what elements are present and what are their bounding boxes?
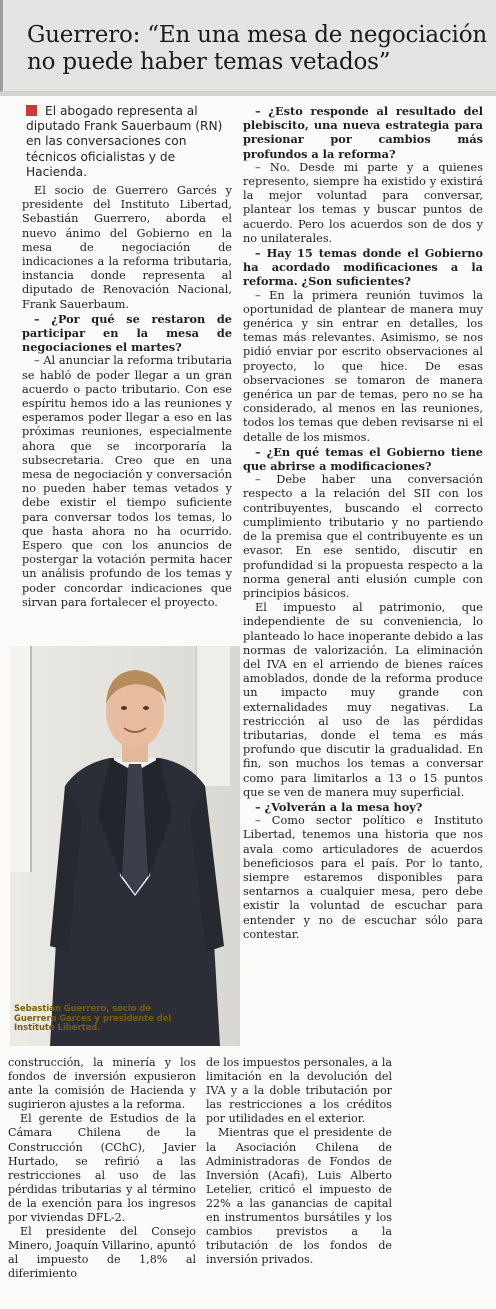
header-divider xyxy=(0,92,496,96)
paragraph: construcción, la minería y los fondos de inversión expusieron ante la comisión de Hacienda y sugirieron ajustes a la reforma. xyxy=(8,1056,196,1112)
paragraph: – No. Desde mi parte y a quienes represento, siempre ha existido y existirá la mejor voluntad para conversar, plantear los temas y buscar puntos de acuerdo. Pero los acuerdos son de dos y no unilaterales. xyxy=(243,160,483,245)
lead-text: El abogado representa al diputado Frank Sauerbaum (RN) en las conversaciones con técnicos oficialistas y de Hacienda. xyxy=(26,104,223,179)
headline-banner xyxy=(0,0,496,92)
paragraph: El gerente de Estudios de la Cámara Chilena de la Construcción (CChC), Javier Hurtado, se refirió a las restricciones al uso de las pérdidas tributarias y al término de la exención para los ingresos por viviendas DFL-2. xyxy=(8,1112,196,1225)
column-bottom-left xyxy=(8,1056,196,1282)
article-lead xyxy=(26,104,232,180)
paragraph: – Al anunciar la reforma tributaria se habló de poder llegar a un gran acuerdo o pacto tributario. Con ese espíritu hemos ido a las reuniones y esperamos poder llegar a eso en las próximas reuniones, especialmente ahora que se incorporaría la subsecretaria. Creo que en una mesa de negociación y conversación no pueden haber temas vetados y debe existir el tiempo suficiente para conversar todos los temas, lo que hasta ahora no ha ocurrido. Espero que con los anuncios de postergar la votación permita hacer un análisis profundo de los temas y poder concordar indicaciones que sirvan para fortalecer el proyecto. xyxy=(22,354,232,609)
interview-question: – Hay 15 temas donde el Gobierno ha acordado modificaciones a la reforma. ¿Son suficientes? xyxy=(243,246,483,289)
paragraph: – Debe haber una conversación respecto a la relación del SII con los contribuyentes, buscando el correcto cumplimiento tributario y no partiendo de la premisa que el contribuyente es un evasor. En ese sentido, discutir en profundidad si la propuesta respecto a la norma general anti elusión cumple con principios básicos. xyxy=(243,473,483,600)
paragraph: El presidente del Consejo Minero, Joaquín Villarino, apuntó al impuesto de 1,8% al diferimiento xyxy=(8,1225,196,1281)
paragraph: El impuesto al patrimonio, que independiente de su conveniencia, lo planteado lo hace inoperante debido a las normas de valorización. La eliminación del IVA en el arriendo de bienes raíces amoblados, donde de la reforma produce un impacto muy grande con externalidades muy negativas. La restricción al uso de las pérdidas tributarias, donde el tema es más profundo que discutir la gradualidad. En fin, son muchos los temas a conversar como para limitarlos a 13 o 15 puntos que se ven de manera muy superficial. xyxy=(243,601,483,799)
paragraph: – Como sector político e Instituto Libertad, tenemos una historia que nos avala como articuladores de acuerdos beneficiosos para el país. Por lo tanto, siempre estaremos disponibles para sentarnos a cualquier mesa, pero debe existir la voluntad de escuchar para entender y no de escuchar sólo para contestar. xyxy=(243,814,483,941)
photo-caption: Sebastián Guerrero, socio de Guerrero Garces y presidente del Instituto Libertad. xyxy=(14,1003,172,1033)
interview-question: – ¿Por qué se restaron de participar en la mesa de negociaciones el martes? xyxy=(22,311,232,355)
interview-question: – ¿Volverán a la mesa hoy? xyxy=(255,799,423,814)
red-square-bullet-icon xyxy=(26,105,37,116)
portrait-photo xyxy=(10,646,240,1046)
interview-question: – ¿Esto responde al resultado del plebiscito, una nueva estrategia para presionar por cambios más profundos a la reforma? xyxy=(243,104,483,161)
paragraph: El socio de Guerrero Garcés y presidente del Instituto Libertad, Sebastián Guerrero, aborda el nuevo ánimo del Gobierno en la mesa de negociación de indicaciones a la reforma tributaria, instancia donde representa al diputado de Renovación Nacional, Frank Sauerbaum. xyxy=(22,184,232,311)
paragraph: – En la primera reunión tuvimos la oportunidad de plantear de manera muy genérica y sin entrar en detalles, los temas más relevantes. Asimismo, se nos pidió enviar por escrito observaciones al proyecto, lo que hice. De esas observaciones se tomaron de manera genérica un par de temas, pero no se ha considerado, al menos en las reuniones, todos los temas que deben revisarse ni el detalle de los mismos. xyxy=(243,288,483,444)
column-left-top xyxy=(22,184,232,610)
paragraph: de los impuestos personales, a la limitación en la devolución del IVA y a la doble tributación por las restricciones a los créditos por utilidades en el exterior. xyxy=(206,1056,392,1126)
man-in-suit-illustration xyxy=(10,646,240,1046)
column-bottom-right xyxy=(206,1056,392,1267)
interview-question: – ¿En qué temas el Gobierno tiene que abrirse a modificaciones? xyxy=(243,444,483,474)
paragraph: Mientras que el presidente de la Asociación Chilena de Administradoras de Fondos de Inversión (Acafi), Luis Alberto Letelier, criticó el impuesto de 22% a las ganancias de capital en instrumentos bursátiles y los cambios previstos a la tributación de los fondos de inversión privados. xyxy=(206,1126,392,1267)
column-right xyxy=(243,104,483,942)
headline: Guerrero: “En una mesa de negociación no puede haber temas vetados” xyxy=(27,22,487,75)
